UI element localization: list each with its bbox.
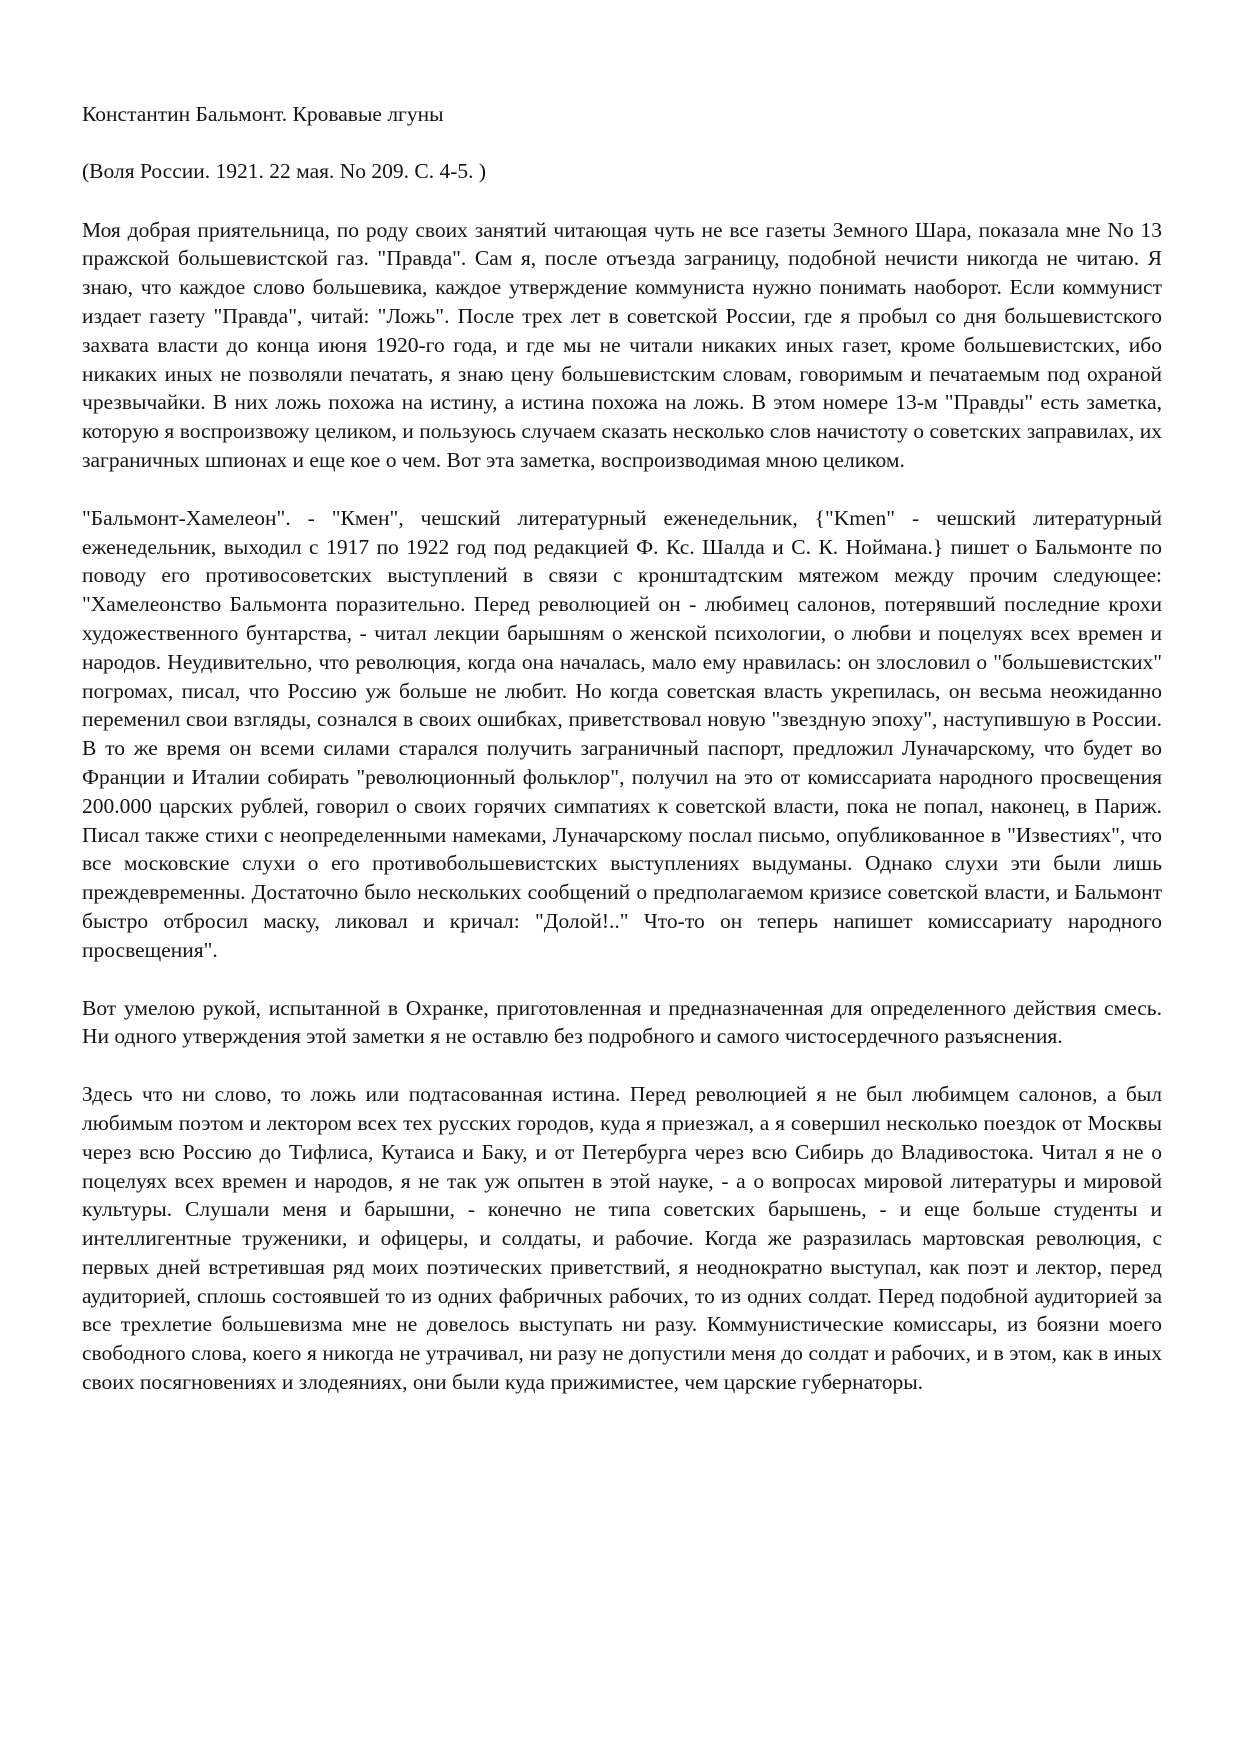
- document-title: Константин Бальмонт. Кровавые лгуны: [82, 102, 444, 126]
- document-page: [82, 100, 1162, 1426]
- paragraph-3: Вот умелою рукой, испытанной в Охранке, приготовленная и предназначенная для определенного действия смесь. Ни одного утверждения этой заметки я не оставлю без подробного и самого чистосердечного разъяснения.: [82, 995, 1162, 1049]
- paragraph-1: Моя добрая приятельница, по роду своих занятий читающая чуть не все газеты Земного Шара, показала мне No 13 пражской большевистской газ. "Правда". Сам я, после отъезда заграницу, подобной нечисти никогда не читаю. Я знаю, что каждое слово большевика, каждое утверждение коммуниста нужно понимать наоборот. Если коммунист издает газету "Правда", читай: "Ложь". После трех лет в советской России, где я пробыл со дня большевистского захвата власти до конца июня 1920-го года, и где мы не читали никаких иных газет, кроме большевистских, ибо никаких иных не позволяли печатать, я знаю цену большевистским словам, говоримым и печатаемым под охраной чрезвычайки. В них ложь похожа на истину, а истина похожа на ложь. В этом номере 13-м "Правды" есть заметка, которую я воспроизвожу целиком, и пользуюсь случаем сказать несколько слов начистоту о советских заправилах, их заграничных шпионах и еще кое о чем. Вот эта заметка, воспроизводимая мною целиком.: [82, 217, 1162, 472]
- paragraph-2: "Бальмонт-Хамелеон". - "Кмен", чешский литературный еженедельник, {"Kmen" - чешский литературный еженедельник, выходил с 1917 по 1922 год под редакцией Ф. Кс. Шалда и С. К. Ноймана.} пишет о Бальмонте по поводу его противосоветских выступлений в связи с кронштадтским мятежом между прочим следующее: "Хамелеонство Бальмонта поразительно. Перед революцией он - любимец салонов, потерявший последние крохи художественного бунтарства, - читал лекции барышням о женской психологии, о любви и поцелуях всех времен и народов. Неудивительно, что революция, когда она началась, мало ему нравилась: он злословил о "большевистских" погромах, писал, что Россию уж больше не любит. Но когда советская власть укрепилась, он весьма неожиданно переменил свои взгляды, сознался в своих ошибках, приветствовал новую "звездную эпоху", наступившую в России. В то же время он всеми силами старался получить заграничный паспорт, предложил Луначарскому, что будет во Франции и Италии собирать "революционный фольклор", получил на это от комиссариата народного просвещения 200.000 царских рублей, говорил о своих горячих симпатиях к советской власти, пока не попал, наконец, в Париж. Писал также стихи с неопределенными намеками, Луначарскому послал письмо, опубликованное в "Известиях", что все московские слухи о его противобольшевистских выступлениях выдуманы. Однако слухи эти были лишь преждевременны. Достаточно было нескольких сообщений о предполагаемом кризисе советской власти, и Бальмонт быстро отбросил маску, ликовал и кричал: "Долой!.." Что-то он теперь напишет комиссариату народного просвещения".: [82, 505, 1162, 962]
- document-source: (Воля России. 1921. 22 мая. No 209. С. 4-5. ): [82, 158, 487, 183]
- paragraph-4: Здесь что ни слово, то ложь или подтасованная истина. Перед революцией я не был любимцем салонов, а был любимым поэтом и лектором всех тех русских городов, куда я приезжал, а я совершил несколько поездок от Москвы через всю Россию до Тифлиса, Кутаиса и Баку, и от Петербурга через всю Сибирь до Владивостока. Читал я не о поцелуях всех времен и народов, я не так уж опытен в этой науке, - а о вопросах мировой литературы и мировой культуры. Слушали меня и барышни, - конечно не типа советских барышень, - и еще больше студенты и интеллигентные труженики, и офицеры, и солдаты, и рабочие. Когда же разразилась мартовская революция, с первых дней встретившая ряд моих поэтических приветствий, я неоднократно выступал, как поэт и лектор, перед аудиторией, сплошь состоявшей то из одних фабричных рабочих, то из одних солдат. Перед подобной аудиторией за все трехлетие большевизма мне не довелось выступать ни разу. Коммунистические комиссары, из боязни моего свободного слова, коего я никогда не утрачивал, ни разу не допустили меня до солдат и рабочих, и в этом, как в иных своих посягновениях и злодеяниях, они были куда прижимистее, чем царские губернаторы.: [82, 1082, 1162, 1395]
